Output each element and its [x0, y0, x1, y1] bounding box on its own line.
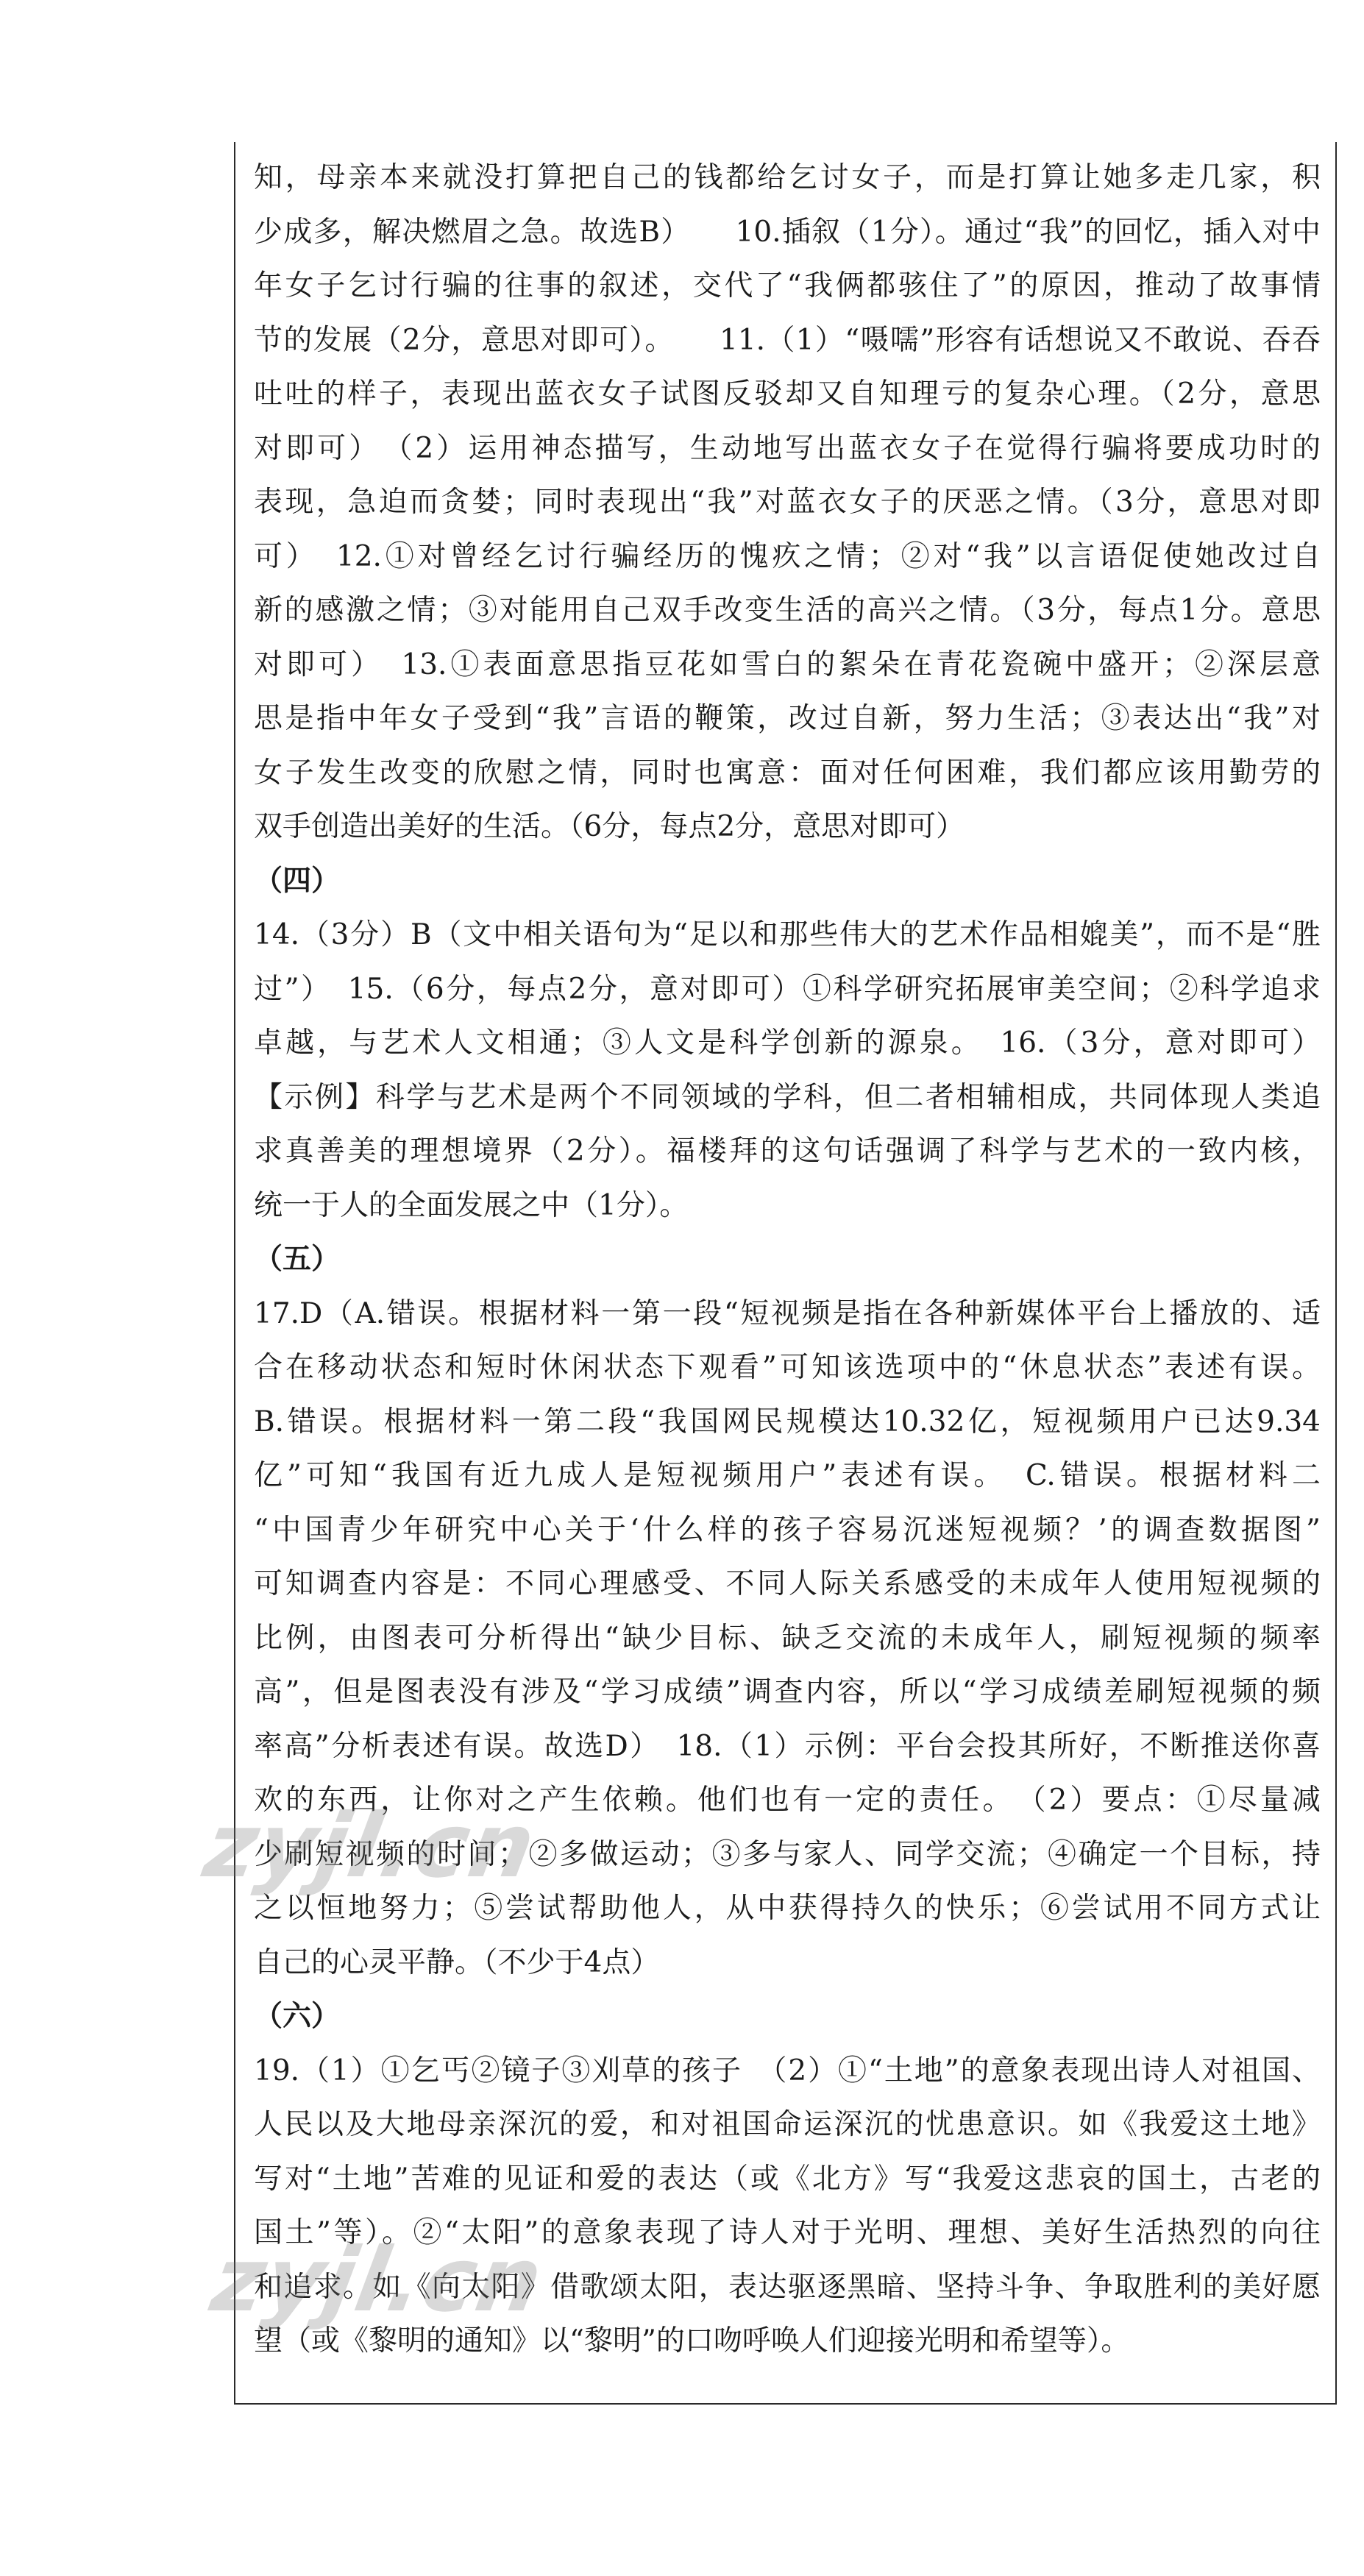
text-line: 年女子乞讨行骗的往事的叙述，交代了“我俩都骇住了”的原因，推动了故事情 — [254, 269, 1321, 302]
text-line: 对即可） 13.①表面意思指豆花如雪白的絮朵在青花瓷碗中盛开；②深层意 — [254, 647, 1321, 681]
text-line: 对即可） （2）运用神态描写，生动地写出蓝衣女子在觉得行骗将要成功时的 — [254, 431, 1321, 465]
text-line: 可知调查内容是：不同心理感受、不同人际关系感受的未成年人使用短视频的 — [254, 1567, 1321, 1600]
text-line: 节的发展（2分，意思对即可）。 11.（1）“嗫嚅”形容有话想说又不敢说、吞吞 — [254, 323, 1321, 357]
text-line: 女子发生改变的欣慰之情，同时也寓意：面对任何困难，我们都应该用勤劳的 — [254, 756, 1321, 790]
text-line: 14.（3分）B（文中相关语句为“足以和那些伟大的艺术作品相媲美”，而不是“胜 — [254, 918, 1321, 951]
text-line: 新的感激之情；③对能用自己双手改变生活的高兴之情。（3分，每点1分。意思 — [254, 594, 1321, 627]
text-line: 过”） 15.（6分，每点2分，意对即可）①科学研究拓展审美空间；②科学追求 — [254, 972, 1321, 1006]
text-line: 之以恒地努力；⑤尝试帮助他人，从中获得持久的快乐；⑥尝试用不同方式让 — [254, 1892, 1321, 1925]
text-line: 欢的东西，让你对之产生依赖。他们也有一定的责任。 （2）要点：①尽量减 — [254, 1784, 1321, 1817]
text-line: 双手创造出美好的生活。（6分，每点2分，意思对即可） — [254, 810, 965, 843]
text-line: 高”，但是图表没有涉及“学习成绩”调查内容，所以“学习成绩差刷短视频的频 — [254, 1675, 1321, 1709]
answer-text-block — [254, 151, 1321, 2369]
text-line: 自己的心灵平静。（不少于4点） — [254, 1945, 660, 1979]
text-line: 知，母亲本来就没打算把自己的钱都给乞讨女子，而是打算让她多走几家，积 — [254, 161, 1321, 194]
text-line: 少成多，解决燃眉之急。故选B） 10.插叙（1分）。通过“我”的回忆，插入对中 — [254, 215, 1321, 249]
text-line: 和追求。如《向太阳》借歌颂太阳，表达驱逐黑暗、坚持斗争、争取胜利的美好愿 — [254, 2270, 1321, 2304]
text-line: 率高”分析表述有误。故选D） 18.（1）示例：平台会投其所好，不断推送你喜 — [254, 1729, 1321, 1763]
text-line: 写对“土地”苦难的见证和爱的表达（或《北方》写“我爱这悲哀的国土，古老的 — [254, 2162, 1321, 2196]
text-line: 少刷短视频的时间；②多做运动；③多与家人、同学交流；④确定一个目标，持 — [254, 1837, 1321, 1871]
text-line: 求真善美的理想境界（2分）。福楼拜的这句话强调了科学与艺术的一致内核， — [254, 1135, 1321, 1168]
text-line: 17.D（A.错误。根据材料一第一段“短视频是指在各种新媒体平台上播放的、适 — [254, 1296, 1321, 1330]
text-line: B.错误。根据材料一第二段“我国网民规模达10.32亿，短视频用户已达9.34 — [254, 1405, 1321, 1438]
text-line: 可） 12.①对曾经乞讨行骗经历的愧疚之情；②对“我”以言语促使她改过自 — [254, 539, 1321, 573]
text-line: 【示例】科学与艺术是两个不同领域的学科，但二者相辅相成，共同体现人类追 — [254, 1080, 1321, 1114]
text-line: 吐吐的样子，表现出蓝衣女子试图反驳却又自知理亏的复杂心理。（2分，意思 — [254, 377, 1321, 411]
text-line: 卓越，与艺术人文相通；③人文是科学创新的源泉。 16.（3分，意对即可） — [254, 1026, 1321, 1060]
text-line: 国土”等）。②“太阳”的意象表现了诗人对于光明、理想、美好生活热烈的向往 — [254, 2216, 1321, 2249]
watermark-logo: zyjl.cn — [196, 1795, 544, 1898]
section-heading: （五） — [254, 1243, 341, 1276]
text-line: 亿”可知“我国有近九成人是短视频用户”表述有误。 C.错误。根据材料二 — [254, 1459, 1321, 1492]
text-line: 统一于人的全面发展之中（1分）。 — [254, 1188, 689, 1222]
text-line: 19.（1）①乞丐②镜子③刈草的孩子 （2）①“土地”的意象表现出诗人对祖国、 — [254, 2054, 1321, 2087]
text-line: 思是指中年女子受到“我”言语的鞭策，改过自新，努力生活；③表达出“我”对 — [254, 702, 1321, 735]
watermark-logo: zyjl.cn — [204, 2229, 551, 2332]
text-line: 人民以及大地母亲深沉的爱，和对祖国命运深沉的忧患意识。如《我爱这土地》 — [254, 2108, 1321, 2141]
text-line: 比例，由图表可分析得出“缺少目标、缺乏交流的未成年人，刷短视频的频率 — [254, 1621, 1321, 1655]
section-heading: （四） — [254, 864, 341, 898]
text-line: 表现，急迫而贪婪；同时表现出“我”对蓝衣女子的厌恶之情。（3分，意思对即 — [254, 486, 1321, 519]
text-line: “中国青少年研究中心关于‘什么样的孩子容易沉迷短视频？’的调查数据图” — [254, 1513, 1321, 1547]
text-line: 合在移动状态和短时休闲状态下观看”可知该选项中的“休息状态”表述有误。 — [254, 1351, 1321, 1384]
section-heading: （六） — [254, 2000, 341, 2033]
text-line: 望（或《黎明的通知》以“黎明”的口吻呼唤人们迎接光明和希望等）。 — [254, 2324, 1130, 2357]
